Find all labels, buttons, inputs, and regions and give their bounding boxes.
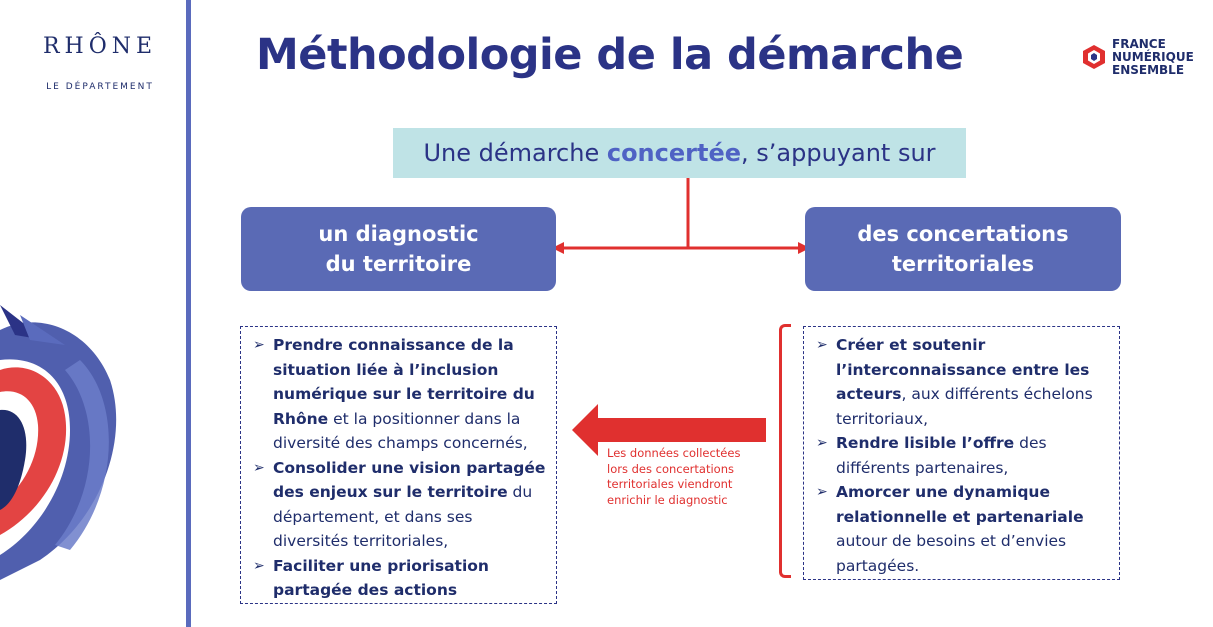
arrow-bullet-icon: ➢ xyxy=(253,459,265,476)
arrow-bullet-icon: ➢ xyxy=(253,557,265,574)
concertations-objectives-list xyxy=(803,326,1120,580)
list-item-text: , aux différents échelons territoriaux, xyxy=(836,385,1093,428)
arrow-note-line-2: lors des concertations xyxy=(607,461,734,476)
diagnostic-box-line-1: un diagnostic xyxy=(318,222,479,246)
arrow-bullet-icon: ➢ xyxy=(816,435,828,451)
list-item-text: des différents partenaires, xyxy=(836,434,1047,477)
list-item xyxy=(812,333,1113,431)
intro-text-before: Une démarche xyxy=(423,139,607,167)
intro-text-after: , s’appuyant sur xyxy=(741,139,936,167)
list-item xyxy=(249,456,550,554)
list-item-bold: Amorcer une dynamique relationnelle et partenariale xyxy=(836,483,1084,526)
connector-arrows xyxy=(550,178,812,258)
slide-title: Méthodologie de la démarche xyxy=(256,30,964,80)
swirl-decoration-icon xyxy=(0,300,130,620)
arrow-bullet-icon: ➢ xyxy=(816,337,828,353)
list-item xyxy=(249,554,550,603)
list-item-bold: Rendre lisible l’offre xyxy=(836,434,1015,452)
list-item-bold: Faciliter une priorisation partagée des actions xyxy=(273,556,489,599)
list-item xyxy=(249,333,550,456)
list-item-text: du département, et dans ses diversités territoriales, xyxy=(273,483,533,550)
diagnostic-box xyxy=(241,207,556,291)
partner-line-2: NUMÉRIQUE xyxy=(1112,50,1194,64)
france-numerique-ensemble-logo-icon xyxy=(1081,44,1107,70)
arrow-bullet-icon: ➢ xyxy=(816,484,828,500)
arrow-note-line-1: Les données collectées xyxy=(607,446,741,460)
arrow-note-line-3: territoriales viendront xyxy=(607,477,733,491)
vertical-divider xyxy=(186,0,191,627)
rhone-logo-subtitle: LE DÉPARTEMENT xyxy=(46,82,154,92)
rhone-logo: RHÔNE xyxy=(42,34,158,59)
intro-box xyxy=(393,128,966,178)
list-item-bold: Prendre connaissance de la situation liée à l’inclusion numérique sur le territoire du Rhône xyxy=(273,336,535,428)
intro-highlight: concertée xyxy=(606,139,742,167)
concertations-box xyxy=(805,207,1121,291)
partner-line-3: ENSEMBLE xyxy=(1112,63,1185,77)
list-item xyxy=(812,480,1113,578)
list-item xyxy=(812,431,1113,480)
diagnostic-box-line-2: du territoire xyxy=(325,252,472,276)
partner-logo-text xyxy=(1112,38,1194,77)
arrow-note xyxy=(607,446,740,508)
concertations-box-line-1: des concertations xyxy=(857,222,1069,246)
arrow-note-line-4: enrichir le diagnostic xyxy=(607,492,728,507)
list-item-text: autour de besoins et d’envies partagées. xyxy=(836,532,1067,575)
partner-line-1: FRANCE xyxy=(1112,37,1166,51)
concertations-box-line-2: territoriales xyxy=(891,252,1035,276)
red-bracket xyxy=(779,324,791,578)
list-item-bold: Créer et soutenir l’interconnaissance entre les acteurs xyxy=(836,336,1090,403)
diagnostic-objectives-list xyxy=(240,326,557,604)
list-item-bold: Consolider une vision partagée des enjeux sur le territoire xyxy=(273,458,546,501)
arrow-bullet-icon: ➢ xyxy=(253,337,265,353)
list-item-text: et la positionner dans la diversité des champs concernés, xyxy=(273,409,528,452)
